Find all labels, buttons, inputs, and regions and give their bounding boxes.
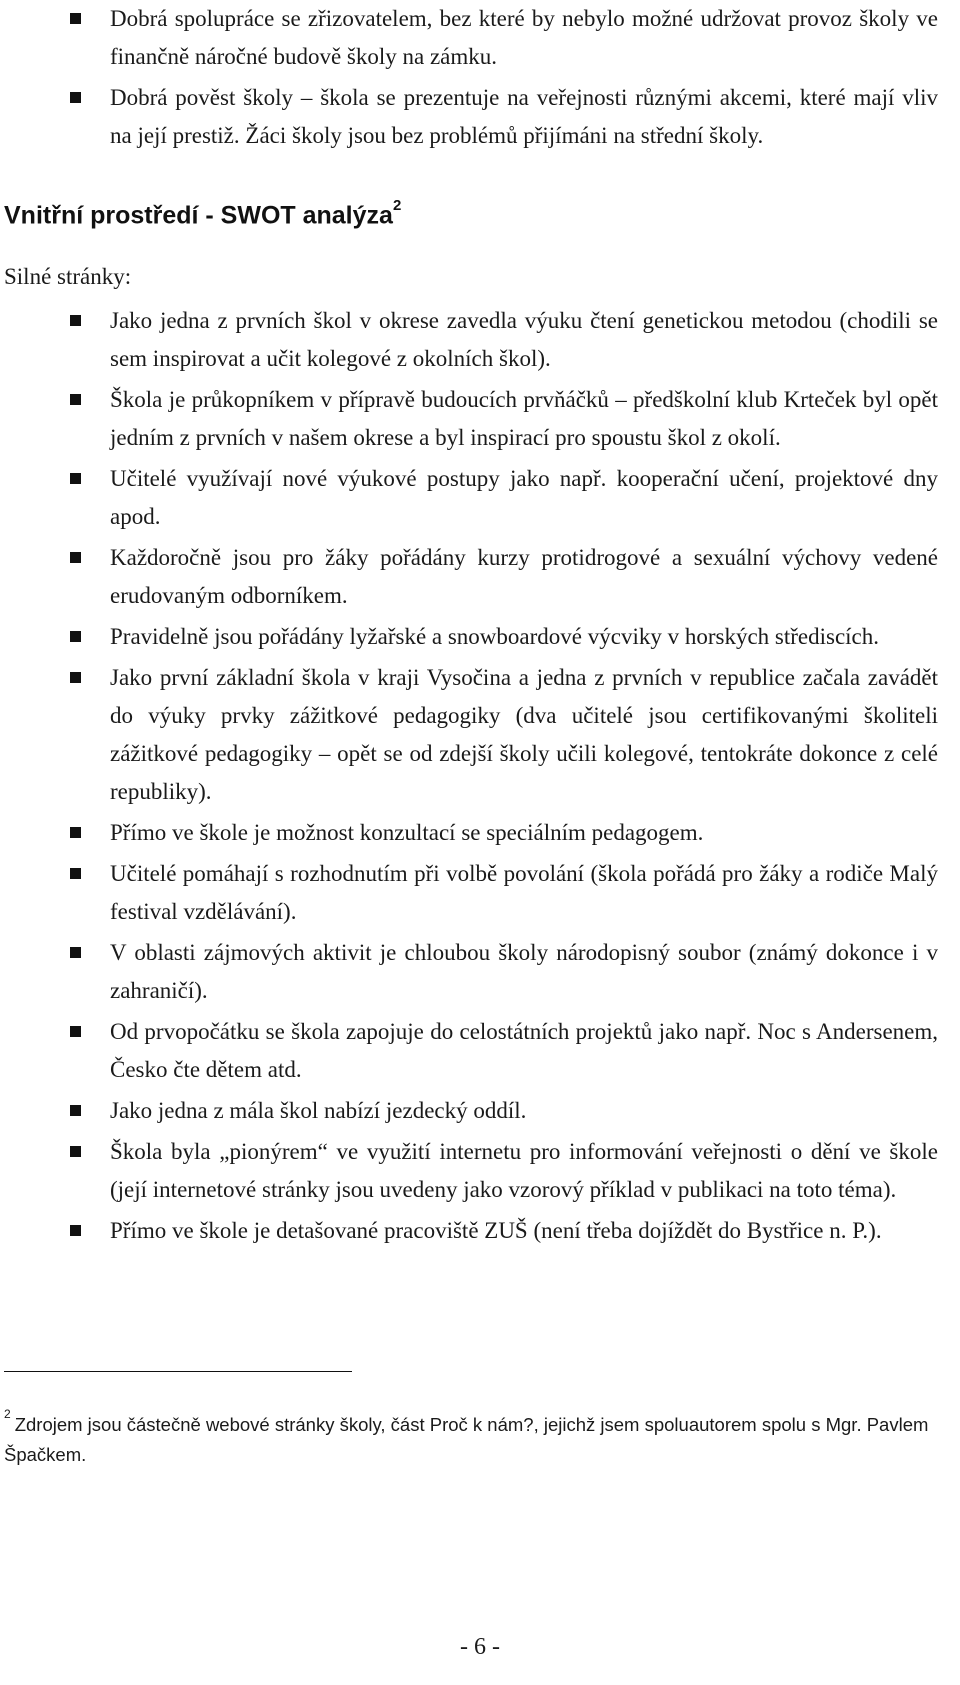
list-item-text: Dobrá pověst školy – škola se prezentuje na veřejnosti různými akcemi, které mají vliv na její prestiž. Žáci školy jsou bez problémů přijímáni na střední školy. <box>110 85 938 148</box>
square-bullet-icon <box>70 947 81 958</box>
square-bullet-icon <box>70 631 81 642</box>
square-bullet-icon <box>70 868 81 879</box>
list-item <box>0 814 960 852</box>
strengths-bullet-list <box>0 302 960 1253</box>
list-item <box>0 1013 960 1089</box>
square-bullet-icon <box>70 672 81 683</box>
list-item <box>0 79 960 155</box>
list-item <box>0 302 960 378</box>
list-item-text: Každoročně jsou pro žáky pořádány kurzy protidrogové a sexuální výchovy vedené erudovaným odborníkem. <box>110 545 938 608</box>
page-number: - 6 - <box>460 1634 500 1660</box>
footnote-number: 2 <box>4 1407 11 1421</box>
subheading-strengths: Silné stránky: <box>4 264 132 289</box>
list-item-text: Přímo ve škole je detašované pracoviště ZUŠ (není třeba dojíždět do Bystřice n. P.). <box>110 1218 882 1243</box>
list-item <box>0 539 960 615</box>
list-item <box>0 381 960 457</box>
list-item <box>0 1212 960 1250</box>
intro-bullet-list <box>0 0 960 158</box>
footnote-separator <box>4 1371 352 1372</box>
list-item-text: Od prvopočátku se škola zapojuje do celostátních projektů jako např. Noc s Andersenem, Česko čte dětem atd. <box>110 1019 938 1082</box>
list-item-text: Škola byla „pionýrem“ ve využití internetu pro informování veřejnosti o dění ve škole (její internetové stránky jsou uvedeny jako vzorový příklad v publikaci na toto téma). <box>110 1139 938 1202</box>
heading-text: Vnitřní prostředí - SWOT analýza <box>4 201 393 230</box>
square-bullet-icon <box>70 1225 81 1236</box>
square-bullet-icon <box>70 13 81 24</box>
list-item-text: Jako jedna z mála škol nabízí jezdecký oddíl. <box>110 1098 527 1123</box>
list-item-text: Pravidelně jsou pořádány lyžařské a snowboardové výcviky v horských střediscích. <box>110 624 880 649</box>
square-bullet-icon <box>70 1026 81 1037</box>
list-item-text: Učitelé pomáhají s rozhodnutím při volbě povolání (škola pořádá pro žáky a rodiče Malý festival vzdělávání). <box>110 861 938 924</box>
square-bullet-icon <box>70 315 81 326</box>
list-item-text: Přímo ve škole je možnost konzultací se speciálním pedagogem. <box>110 820 704 845</box>
list-item <box>0 1133 960 1209</box>
square-bullet-icon <box>70 394 81 405</box>
section-heading <box>4 197 402 230</box>
list-item <box>0 855 960 931</box>
square-bullet-icon <box>70 1146 81 1157</box>
list-item <box>0 1092 960 1130</box>
list-item <box>0 460 960 536</box>
footnote-reference: 2 <box>392 197 402 214</box>
footnote <box>4 1405 944 1470</box>
list-item-text: V oblasti zájmových aktivit je chloubou školy národopisný soubor (známý dokonce i v zahraničí). <box>110 940 938 1003</box>
list-item-text: Škola je průkopníkem v přípravě budoucích prvňáčků – předškolní klub Krteček byl opět jedním z prvních v našem okrese a byl inspirací pro spoustu škol z okolí. <box>110 387 938 450</box>
list-item <box>0 659 960 811</box>
square-bullet-icon <box>70 473 81 484</box>
list-item-text: Dobrá spolupráce se zřizovatelem, bez které by nebylo možné udržovat provoz školy ve finančně náročné budově školy na zámku. <box>110 6 938 69</box>
list-item-text: Jako jedna z prvních škol v okrese zavedla výuku čtení genetickou metodou (chodili se sem inspirovat a učit kolegové z okolních škol). <box>110 308 938 371</box>
square-bullet-icon <box>70 827 81 838</box>
list-item-text: Učitelé využívají nové výukové postupy jako např. kooperační učení, projektové dny apod. <box>110 466 938 529</box>
square-bullet-icon <box>70 552 81 563</box>
footnote-text: Zdrojem jsou částečně webové stránky školy, část Proč k nám?, jejichž jsem spoluautorem spolu s Mgr. Pavlem Špačkem. <box>4 1414 929 1466</box>
list-item <box>0 0 960 76</box>
square-bullet-icon <box>70 1105 81 1116</box>
list-item <box>0 618 960 656</box>
square-bullet-icon <box>70 92 81 103</box>
list-item <box>0 934 960 1010</box>
list-item-text: Jako první základní škola v kraji Vysočina a jedna z prvních v republice začala zavádět do výuky prvky zážitkové pedagogiky (dva učitelé jsou certifikovanými školiteli zážitkové pedagogiky – opět se od zdejší školy učili kolegové, tentokráte dokonce z celé republiky). <box>110 665 938 804</box>
